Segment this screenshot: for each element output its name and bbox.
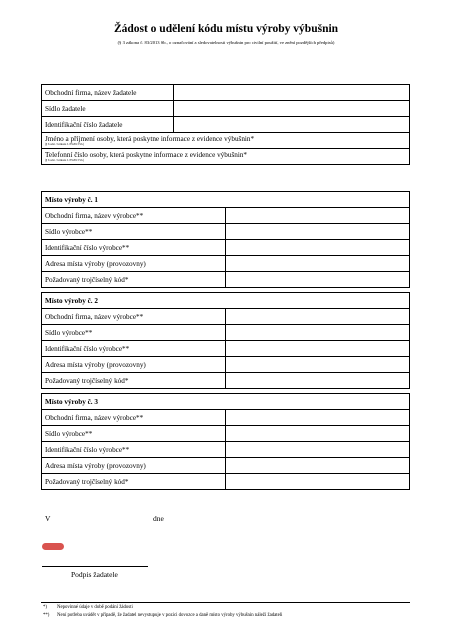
table-row [42,410,410,426]
field-label: Adresa místa výroby (provozovny) [42,256,226,272]
manufacturer-id-field[interactable] [226,341,410,357]
date-label: dne [153,514,164,523]
stamp-mark [42,543,64,550]
table-header-row [42,192,410,208]
site-table-3 [41,393,410,490]
footnote-text: Nepovinné údaje v době podání žádosti [57,605,133,610]
site-header: Místo výroby č. 2 [42,293,410,309]
table-row [42,208,410,224]
table-row [42,133,410,149]
table-header-row [42,394,410,410]
field-label: Sídlo výrobce** [42,426,226,442]
footnote [43,613,282,618]
manufacturer-name-field[interactable] [226,309,410,325]
table-row [42,357,410,373]
applicant-table [41,84,410,165]
site-table-2 [41,292,410,389]
site-header: Místo výroby č. 1 [42,192,410,208]
field-label: Sídlo žadatele [42,101,174,117]
requested-code-field[interactable] [226,272,410,288]
site-address-field[interactable] [226,357,410,373]
site-table-1 [41,191,410,288]
table-row [42,442,410,458]
footnote-mark: **) [43,613,50,618]
table-row [42,341,410,357]
contact-phone-field[interactable] [42,149,410,165]
signature-line[interactable] [42,566,148,567]
manufacturer-id-field[interactable] [226,240,410,256]
company-name-field[interactable] [174,85,410,101]
field-label: Obchodní firma, název výrobce** [42,410,226,426]
site-address-field[interactable] [226,256,410,272]
field-label: Identifikační číslo žadatele [42,117,174,133]
manufacturer-name-field[interactable] [226,208,410,224]
field-label: Telefonní číslo osoby, která poskytne informace z evidence výbušnin* [45,151,248,159]
table-row [42,474,410,490]
requested-code-field[interactable] [226,474,410,490]
field-label: Požadovaný trojčíselný kód* [42,272,226,288]
page-subtitle: (§ 3 zákona č. 83/2013 Sb., o označování a sledovatelnosti výbušnin pro civilní použití, ve znění pozdějších předpisů) [117,40,335,45]
place-label: V [45,514,51,523]
page-title: Žádost o udělení kódu místu výroby výbušnin [113,23,339,35]
table-row [42,149,410,165]
table-row [42,272,410,288]
id-number-field[interactable] [174,117,410,133]
table-row [42,309,410,325]
field-label: Obchodní firma, název výrobce** [42,309,226,325]
field-label: Požadovaný trojčíselný kód* [42,474,226,490]
table-row [42,117,410,133]
table-header-row [42,293,410,309]
contact-person-field[interactable] [42,133,410,149]
signature-label: Podpis žadatele [71,570,118,579]
footnote-divider [41,602,410,603]
address-field[interactable] [174,101,410,117]
field-label: Sídlo výrobce** [42,224,226,240]
table-row [42,458,410,474]
field-label: Identifikační číslo výrobce** [42,240,226,256]
field-label: Adresa místa výroby (provozovny) [42,357,226,373]
table-row [42,373,410,389]
manufacturer-name-field[interactable] [226,410,410,426]
field-label: Obchodní firma, název žadatele [42,85,174,101]
manufacturer-address-field[interactable] [226,224,410,240]
manufacturer-id-field[interactable] [226,442,410,458]
footnote-text: Není potřeba uvádět v případě, že žadatel nevystupuje v pozici dovozce a daně místo výroby výbušnin náleží žadateli [57,613,283,618]
table-row [42,256,410,272]
footnote [43,605,133,610]
field-label: Identifikační číslo výrobce** [42,442,226,458]
field-label: Požadovaný trojčíselný kód* [42,373,226,389]
manufacturer-address-field[interactable] [226,325,410,341]
table-row [42,325,410,341]
requested-code-field[interactable] [226,373,410,389]
table-row [42,101,410,117]
field-note: (§ 6 odst. 3 zákona č. 83/2013 Sb.) [45,143,84,146]
field-label: Jméno a příjmení osoby, která poskytne informace z evidence výbušnin* [45,135,255,143]
table-row [42,224,410,240]
table-row [42,240,410,256]
field-label: Obchodní firma, název výrobce** [42,208,226,224]
footnote-mark: *) [43,605,47,610]
table-row [42,85,410,101]
field-label: Sídlo výrobce** [42,325,226,341]
site-header: Místo výroby č. 3 [42,394,410,410]
site-address-field[interactable] [226,458,410,474]
field-label: Adresa místa výroby (provozovny) [42,458,226,474]
field-note: (§ 6 odst. 3 zákona č. 83/2013 Sb.) [45,159,84,162]
table-row [42,426,410,442]
manufacturer-address-field[interactable] [226,426,410,442]
field-label: Identifikační číslo výrobce** [42,341,226,357]
